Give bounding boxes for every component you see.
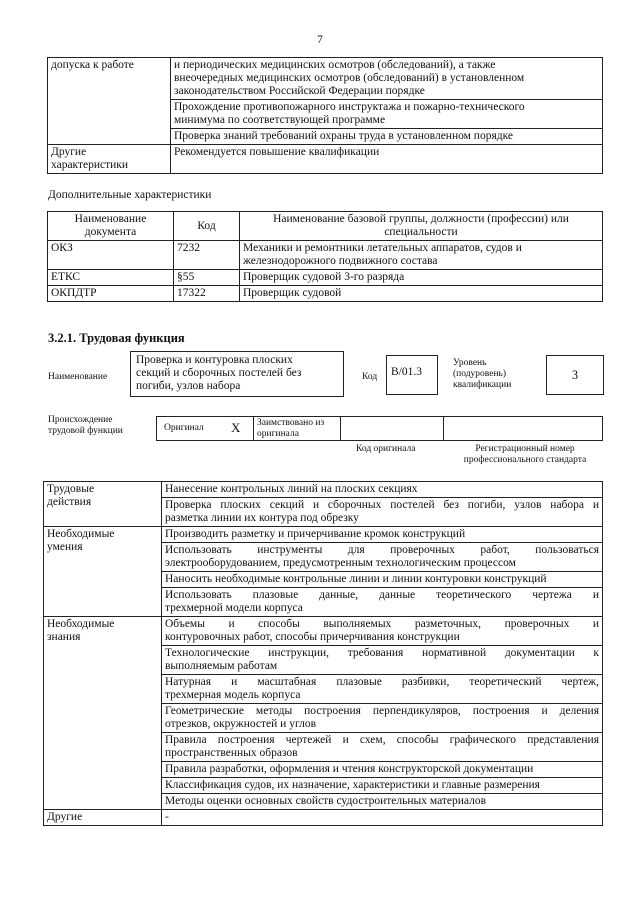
additional-title: Дополнительные характеристики: [48, 189, 212, 201]
borrowed-label: Заимствовано из оригинала: [257, 418, 325, 439]
table-row: [44, 482, 603, 498]
cell-name: Проверщик судовой 3-го разряда: [240, 270, 603, 286]
divider: [443, 417, 444, 440]
table-cell: Классификация судов, их назначение, характеристики и главные размерения: [162, 778, 603, 794]
top-table: [47, 57, 603, 174]
table-row: [48, 145, 603, 174]
cell-code: 17322: [174, 286, 240, 302]
code-original-caption: Код оригинала: [356, 444, 416, 454]
cell-code: §55: [174, 270, 240, 286]
name-label: Наименование: [48, 372, 108, 382]
table-cell: Производить разметку и причерчивание кромок конструкций: [162, 527, 603, 543]
table-cell: Правила разработки, оформления и чтения конструкторской документации: [162, 762, 603, 778]
group-label: Необходимые умения: [44, 527, 162, 617]
table-row: [48, 241, 603, 270]
table-cell: Нанесение контрольных линий на плоских секциях: [162, 482, 603, 498]
function-name-box: Проверка и контуровка плоских секций и сборочных постелей без погиби, узлов набора: [130, 351, 344, 397]
table-cell: Методы оценки основных свойств судостроительных материалов: [162, 794, 603, 810]
origin-label: Происхождение трудовой функции: [48, 415, 123, 436]
table-cell: Технологические инструкции, требования нормативной документации к выполняемым работам: [162, 646, 603, 675]
cell-name: Проверщик судовой: [240, 286, 603, 302]
additional-table: [47, 211, 603, 302]
page-number: 7: [317, 34, 323, 46]
row-label: Другие характеристики: [48, 145, 171, 174]
cell-doc: ОКПДТР: [48, 286, 174, 302]
table-cell: Проверка знаний требований охраны труда в установленном порядке: [171, 129, 603, 145]
code-label: Код: [362, 372, 378, 382]
group-label: Трудовые действия: [44, 482, 162, 527]
table-cell: Правила построения чертежей и схем, способы графического представления пространственных образов: [162, 733, 603, 762]
row-label: допуска к работе: [48, 58, 171, 145]
table-cell: Рекомендуется повышение квалификации: [171, 145, 603, 174]
table-cell: Прохождение противопожарного инструктажа и пожарно-технического минимума по соответствующей программе: [171, 100, 603, 129]
table-cell: Использовать инструменты для проверочных работ, пользоваться электрооборудованием, предусмотренным технологическим процессом: [162, 543, 603, 572]
table-cell: Использовать плазовые данные, данные теоретического чертежа и трехмерной модели корпуса: [162, 588, 603, 617]
table-header-row: [48, 212, 603, 241]
cell-doc: ЕТКС: [48, 270, 174, 286]
level-label: Уровень (подуровень) квалификации: [453, 358, 512, 390]
group-label: Другие: [44, 810, 162, 826]
cell-doc: ОКЗ: [48, 241, 174, 270]
original-label: Оригинал: [164, 423, 204, 433]
function-title: 3.2.1. Трудовая функция: [48, 331, 185, 345]
divider: [253, 417, 254, 440]
level-box: 3: [546, 355, 604, 395]
table-cell: Натурная и масштабная плазовые разбивки, теоретический чертеж, трехмерная модель корпуса: [162, 675, 603, 704]
table-row: [48, 286, 603, 302]
table-cell: Наносить необходимые контрольные линии и линии контуровки конструкций: [162, 572, 603, 588]
origin-row: [156, 416, 603, 441]
group-label: Необходимые знания: [44, 617, 162, 810]
registration-caption: Регистрационный номер профессионального стандарта: [463, 444, 587, 465]
table-row: [48, 270, 603, 286]
cell-code: 7232: [174, 241, 240, 270]
table-cell: Проверка плоских секций и сборочных постелей без погиби, узлов набора и разметка линии их контура под обрезку: [162, 498, 603, 527]
cell-name: Механики и ремонтники летательных аппаратов, судов и железнодорожного подвижного состава: [240, 241, 603, 270]
divider: [340, 417, 341, 440]
table-row: [44, 617, 603, 646]
table-cell: -: [162, 810, 603, 826]
table-cell: и периодических медицинских осмотров (обследований), а также внеочередных медицинских осмотров (обследований) в установленном законодательством Российской Федерации порядке: [171, 58, 603, 100]
table-cell: Объемы и способы выполняемых разметочных, проверочных и контуровочных работ, способы причерчивания конструкции: [162, 617, 603, 646]
header-doc: Наименование документа: [48, 212, 174, 241]
code-box: B/01.3: [386, 355, 438, 395]
table-row: [44, 810, 603, 826]
header-code: Код: [174, 212, 240, 241]
table-cell: Геометрические методы построения перпендикуляров, построения и деления отрезков, окружностей и углов: [162, 704, 603, 733]
table-row: [48, 58, 603, 100]
original-mark: X: [231, 420, 241, 435]
table-row: [44, 527, 603, 543]
header-name: Наименование базовой группы, должности (профессии) или специальности: [240, 212, 603, 241]
main-table: [43, 481, 603, 826]
